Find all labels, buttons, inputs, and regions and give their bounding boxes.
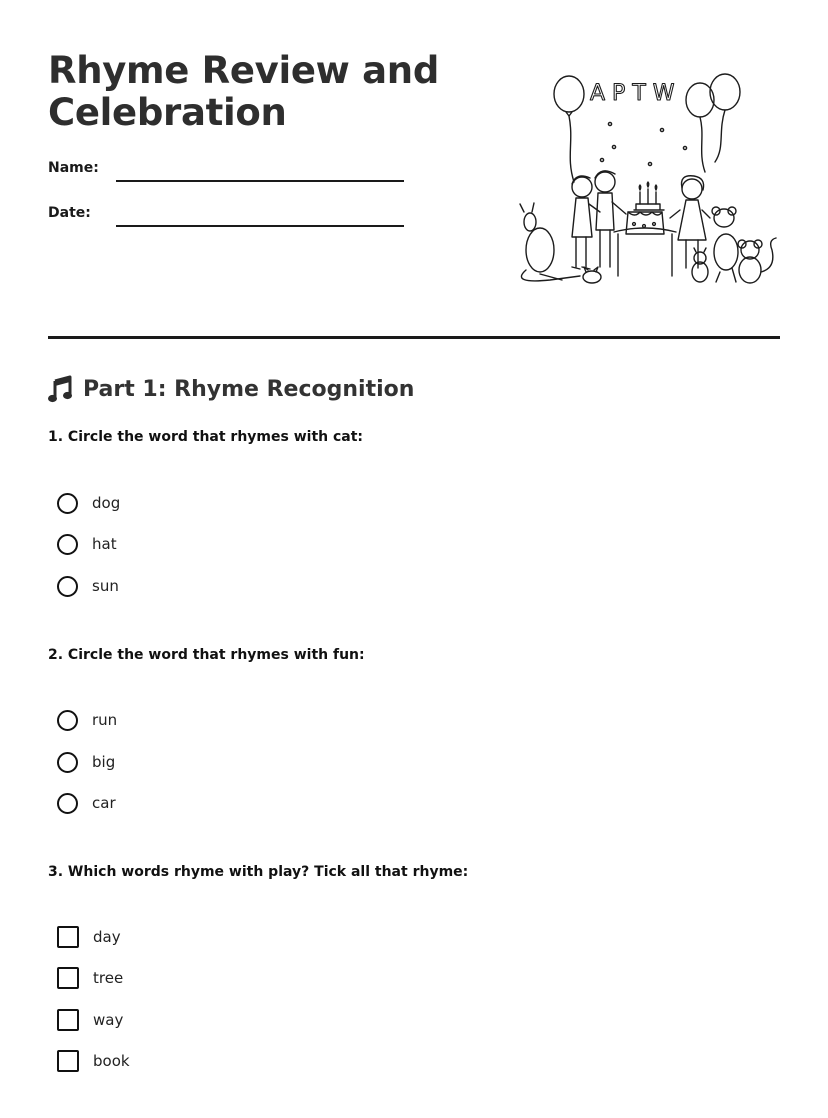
- option-label: car: [92, 794, 116, 812]
- option-label: tree: [93, 969, 124, 987]
- section-divider: [48, 336, 780, 339]
- question-3-prompt: 3. Which words rhyme with play? Tick all that rhyme:: [48, 864, 469, 880]
- date-field[interactable]: [116, 225, 404, 227]
- checkbox[interactable]: [57, 1050, 79, 1072]
- question-2-option[interactable]: [57, 790, 116, 816]
- music-note-icon: [48, 375, 74, 403]
- question-2-option[interactable]: [57, 707, 117, 733]
- option-label: dog: [92, 494, 121, 512]
- radio-button[interactable]: [57, 576, 78, 597]
- part1-heading: [48, 372, 414, 406]
- option-label: run: [92, 711, 118, 729]
- checkbox[interactable]: [57, 926, 79, 948]
- part1-heading-text: Part 1: Rhyme Recognition: [83, 376, 415, 402]
- name-field[interactable]: [116, 180, 404, 182]
- banner-text: APTW: [590, 81, 682, 106]
- name-label: Name:: [48, 160, 99, 176]
- option-label: hat: [92, 535, 117, 553]
- option-label: way: [93, 1011, 124, 1029]
- question-3-option[interactable]: [57, 965, 123, 991]
- question-2-prompt: 2. Circle the word that rhymes with fun:: [48, 647, 365, 663]
- radio-button[interactable]: [57, 534, 78, 555]
- question-1-prompt: 1. Circle the word that rhymes with cat:: [48, 429, 364, 445]
- radio-button[interactable]: [57, 710, 78, 731]
- checkbox[interactable]: [57, 1009, 79, 1031]
- option-label: day: [93, 928, 121, 946]
- question-1-option[interactable]: [57, 573, 119, 599]
- option-label: book: [93, 1052, 130, 1070]
- option-label: sun: [92, 577, 119, 595]
- question-2-option[interactable]: [57, 749, 115, 775]
- question-1-option[interactable]: [57, 531, 117, 557]
- question-3-option[interactable]: [57, 1007, 123, 1033]
- checkbox[interactable]: [57, 967, 79, 989]
- radio-button[interactable]: [57, 493, 78, 514]
- page-title: Rhyme Review and Celebration: [48, 49, 440, 134]
- question-1-option[interactable]: [57, 490, 120, 516]
- radio-button[interactable]: [57, 793, 78, 814]
- option-label: big: [92, 753, 116, 771]
- date-label: Date:: [48, 205, 91, 221]
- question-3-option[interactable]: [57, 1048, 130, 1074]
- radio-button[interactable]: [57, 752, 78, 773]
- question-3-option[interactable]: [57, 924, 121, 950]
- birthday-party-illustration: [510, 62, 778, 294]
